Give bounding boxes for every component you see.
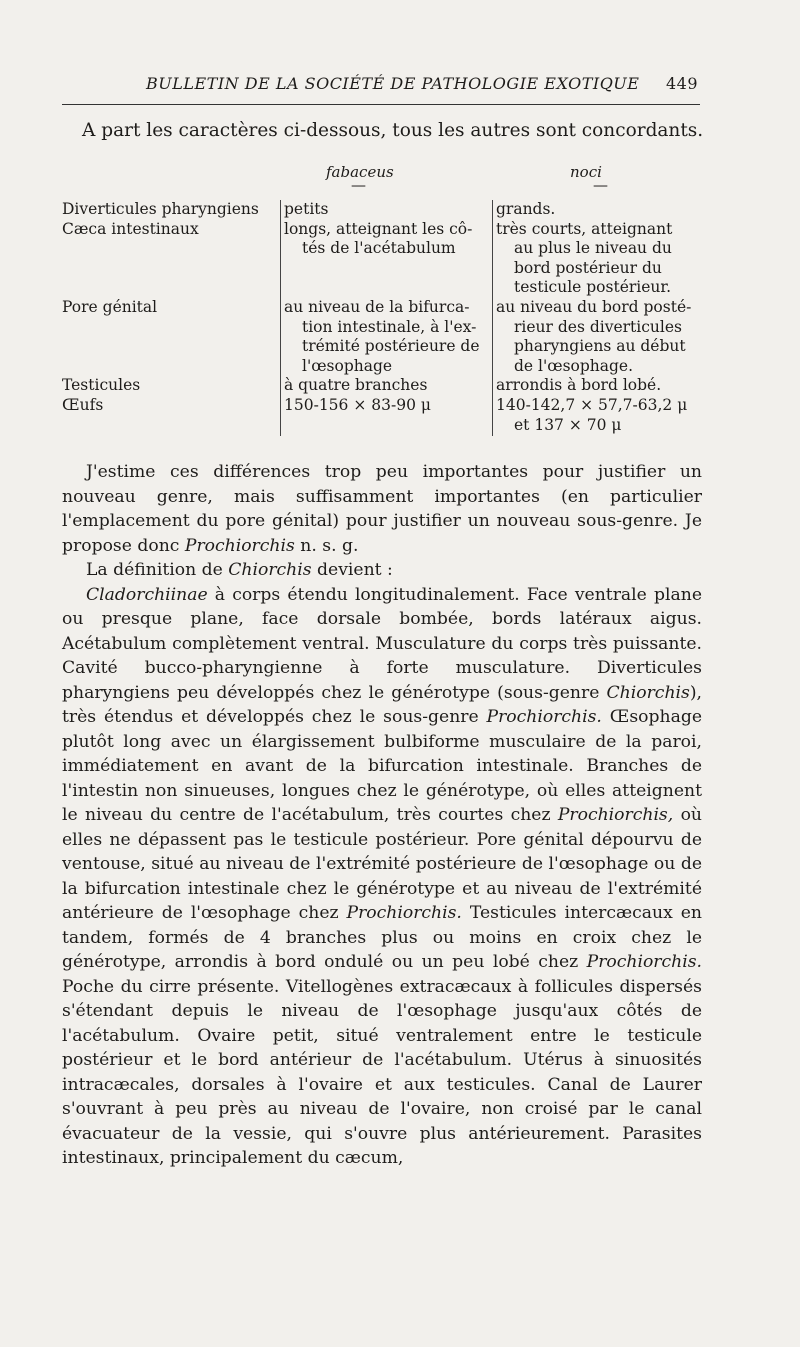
genus-name: Prochiorchis.	[346, 903, 462, 923]
cell-line: trémité postérieure de	[302, 337, 480, 355]
cell-line: 140-142,7 × 57,7-63,2 μ	[496, 396, 688, 414]
row-label: Testicules	[62, 376, 141, 394]
cell-fabaceus	[284, 298, 488, 376]
cell-line: grands.	[496, 200, 556, 218]
text-run: Œsophage plutôt long avec un élargissement bulbiforme musculaire de la paroi, immédiatement en avant de la bifurcation intestinale. Branches de l'intestin non sinueuses, longues chez le générotype, où elles atteignent le niveau du centre de l'acétabulum, très courtes chez	[62, 707, 702, 825]
cell-line: au niveau du bord posté-	[496, 298, 692, 316]
page-number: 449	[665, 74, 698, 93]
column-divider	[280, 200, 281, 436]
cell-line: tés de l'acétabulum	[302, 239, 456, 257]
cell-noci	[496, 376, 708, 396]
cell-line: très courts, atteignant	[496, 219, 673, 238]
running-head	[132, 74, 698, 96]
cell-line: à quatre branches	[284, 376, 428, 394]
cell-line: l'œsophage	[302, 356, 393, 375]
body-text	[62, 460, 702, 1171]
cell-line: longs, atteignant les cô-	[284, 219, 473, 238]
text-run: où elles ne dépassent pas le testicule postérieur. Pore génital dépourvu de ventouse, situé au niveau de l'extrémité postérieure de l'œsophage ou de la bifurcation intestinale chez le générotype et au niveau de l'extrémité antérieure de l'œsophage chez	[62, 805, 702, 923]
cell-line: au niveau de la bifurca-	[284, 298, 470, 316]
cell-noci	[496, 396, 708, 435]
cell-noci	[496, 298, 708, 376]
cell-line: 150-156 × 83-90 μ	[284, 396, 431, 414]
cell-line: pharyngiens au début	[514, 337, 686, 355]
cell-line: arrondis à bord lobé.	[496, 376, 662, 394]
genus-name: Chiorchis	[606, 682, 690, 703]
cell-line: au plus le niveau du	[514, 239, 672, 257]
column-dash-fabaceus: —	[351, 176, 366, 194]
cell-fabaceus	[284, 220, 488, 259]
text-run: La définition de	[86, 560, 229, 580]
paragraph	[62, 583, 702, 1171]
header-rule	[62, 104, 700, 105]
paragraph	[62, 460, 702, 558]
journal-title: BULLETIN DE LA SOCIÉTÉ DE PATHOLOGIE EXOTIQUE	[146, 74, 640, 93]
row-label: Pore génital	[62, 298, 158, 316]
genus-name: Prochiorchis	[184, 535, 295, 556]
genus-name: Prochiorchis.	[486, 707, 602, 727]
cell-line: petits	[284, 200, 329, 218]
text-run: ), très étendus et développés chez le sous-genre	[62, 682, 702, 727]
text-run: à corps étendu longitudinalement. Face ventrale plane ou presque plane, face dorsale bombée, bords latéraux aigus. Acétabulum complètement ventral. Musculature du corps très puissante. Cavité bucco-pharyngienne à forte musculature. Diverticules pharyngiens peu développés chez le générotype (sous-genre	[62, 584, 702, 703]
cell-line: testicule postérieur.	[514, 278, 672, 296]
row-label: Cæca intestinaux	[62, 219, 199, 238]
text-run: Testicules intercæcaux en tandem, formés de 4 branches plus ou moins en croix chez le générotype, arrondis à bord ondulé ou un peu lobé chez	[62, 903, 702, 972]
row-label: Diverticules pharyngiens	[62, 200, 259, 218]
column-dash-noci: —	[593, 176, 608, 194]
cell-fabaceus	[284, 396, 488, 416]
cell-line: rieur des diverticules	[514, 317, 682, 336]
text-run: devient :	[311, 560, 393, 580]
cell-line: et 137 × 70 μ	[514, 415, 622, 434]
genus-name: Prochiorchis.	[586, 952, 702, 972]
cell-noci	[496, 200, 708, 220]
genus-name: Prochiorchis,	[557, 805, 674, 825]
cell-noci	[496, 220, 708, 298]
cell-fabaceus	[284, 200, 488, 220]
column-head-noci: noci	[570, 163, 602, 181]
paragraph	[62, 558, 702, 583]
genus-name: Chiorchis	[228, 560, 312, 580]
cell-line: bord postérieur du	[514, 258, 662, 277]
cell-fabaceus	[284, 376, 488, 396]
cell-line: tion intestinale, à l'ex-	[302, 317, 477, 336]
text-run: J'estime ces différences trop peu importantes pour justifier un nouveau genre, mais suffisamment importantes (en particulier l'emplacement du pore génital) pour justifier un nouveau sous-genre. Je propose donc	[62, 462, 702, 556]
cell-line: de l'œsophage.	[514, 356, 634, 375]
row-label: Œufs	[62, 396, 104, 414]
intro-sentence: A part les caractères ci-dessous, tous les autres sont concordants.	[82, 120, 704, 141]
column-divider	[492, 200, 493, 436]
comparison-table	[62, 200, 710, 440]
column-head-fabaceus: fabaceus	[326, 163, 394, 181]
family-name: Cladorchiinae	[86, 584, 208, 605]
text-run: n. s. g.	[294, 535, 359, 556]
text-run: Poche du cirre présente. Vitellogènes extracæcaux à follicules dispersés s'étendant depuis le niveau de l'œsophage jusqu'aux côtés de l'acétabulum. Ovaire petit, situé ventralement entre le testicule postérieur et le bord antérieur de l'acétabulum. Utérus à sinuosités intracæcales, dorsales à l'ovaire et aux testicules. Canal de Laurer s'ouvrant à peu près au niveau de l'ovaire, non croisé par le canal évacuateur de la vessie, qui s'ouvre plus antérieurement. Parasites intestinaux, principalement du cæcum,	[62, 976, 702, 1168]
